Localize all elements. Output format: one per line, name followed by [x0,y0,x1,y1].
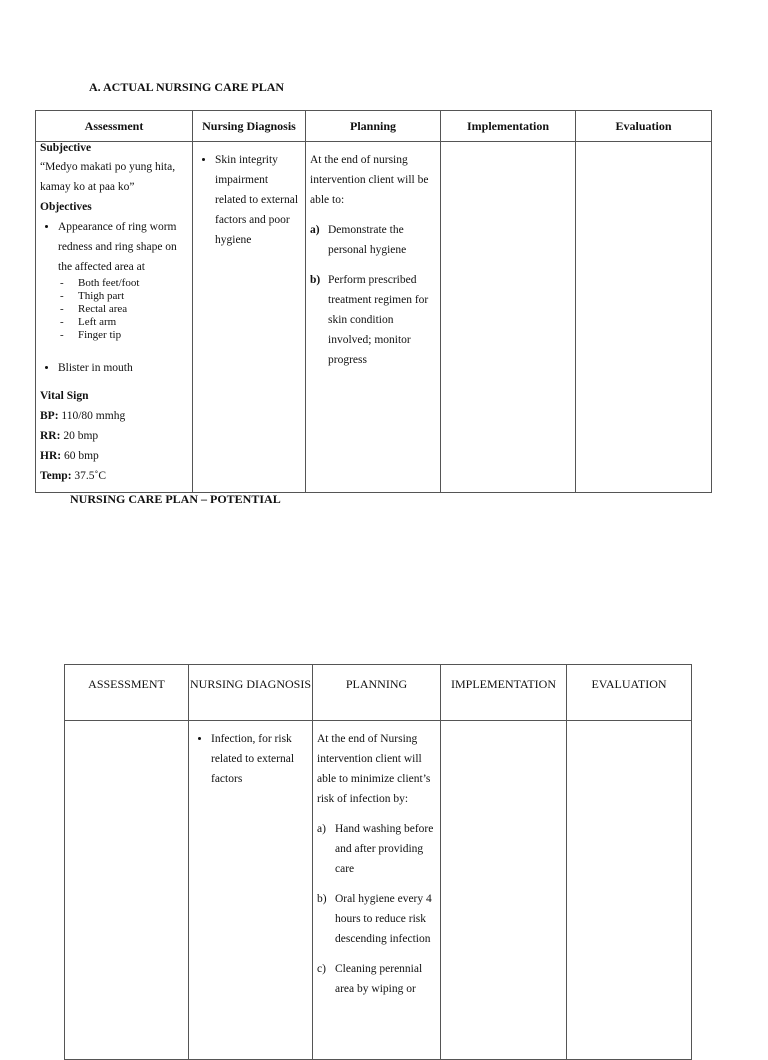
diagnosis-cell [189,721,313,1060]
vital-rr: RR: 20 bmp [40,430,99,442]
header-nursing-diagnosis: NURSING DIAGNOSIS [189,665,313,721]
objectives-label: Objectives [40,201,92,213]
affected-areas-list [40,277,188,342]
header-evaluation: Evaluation [576,111,712,142]
potential-care-plan-table [64,664,692,1060]
vital-hr: HR: 60 bmp [40,450,99,462]
assessment-cell [65,721,189,1060]
actual-care-plan-table [35,110,712,493]
planning-intro: At the end of Nursing intervention client will able to minimize client’s risk of infection by: [317,733,431,805]
header-assessment: Assessment [36,111,193,142]
planning-goal: a) Hand washing before and after providing care [317,823,434,875]
header-evaluation: EVALUATION [567,665,692,721]
header-implementation: IMPLEMENTATION [441,665,567,721]
section-b-title: NURSING CARE PLAN – POTENTIAL [70,492,281,506]
evaluation-cell [567,721,692,1060]
implementation-cell [441,142,576,493]
planning-cell [306,142,441,493]
area-item: - Rectal area [78,303,188,316]
area-item: - Thigh part [78,290,188,303]
diagnosis-item: • Skin integrity impairment related to external factors and poor hygiene [215,150,301,250]
vital-sign-label: Vital Sign [40,390,89,402]
objectives-list [40,217,188,277]
objective-item: • Blister in mouth [58,358,188,378]
header-planning: PLANNING [313,665,441,721]
planning-goal: c) Cleaning perennial area by wiping or [317,963,423,995]
implementation-cell [441,721,567,1060]
vital-bp: BP: 110/80 mmhg [40,410,126,422]
area-item: - Finger tip [78,329,188,342]
planning-goal: b) Oral hygiene every 4 hours to reduce risk descending infection [317,893,432,945]
diagnosis-item: • Infection, for risk related to external factors [211,729,308,789]
evaluation-cell [576,142,712,493]
planning-intro: At the end of nursing intervention client will be able to: [310,154,429,206]
subjective-quote: “Medyo makati po yung hita, kamay ko at paa ko” [40,161,176,193]
diagnosis-cell [193,142,306,493]
header-assessment: ASSESSMENT [65,665,189,721]
actual-header-row [36,111,712,142]
potential-body-row [65,721,692,1060]
objective-item: • Appearance of ring worm redness and ring shape on the affected area at [58,217,188,277]
assessment-cell [36,142,193,493]
potential-header-row [65,665,692,721]
section-a-title: A. ACTUAL NURSING CARE PLAN [89,80,285,94]
area-item: - Both feet/foot [78,277,188,290]
planning-cell [313,721,441,1060]
header-implementation: Implementation [441,111,576,142]
planning-goal: a) Demonstrate the personal hygiene [310,224,407,256]
header-planning: Planning [306,111,441,142]
subjective-label: Subjective [40,142,92,154]
area-item: - Left arm [78,316,188,329]
actual-body-row [36,142,712,493]
vital-temp: Temp: 37.5˚C [40,470,107,482]
planning-goal: b) Perform prescribed treatment regimen for skin condition involved; monitor progress [310,274,429,366]
header-nursing-diagnosis: Nursing Diagnosis [193,111,306,142]
